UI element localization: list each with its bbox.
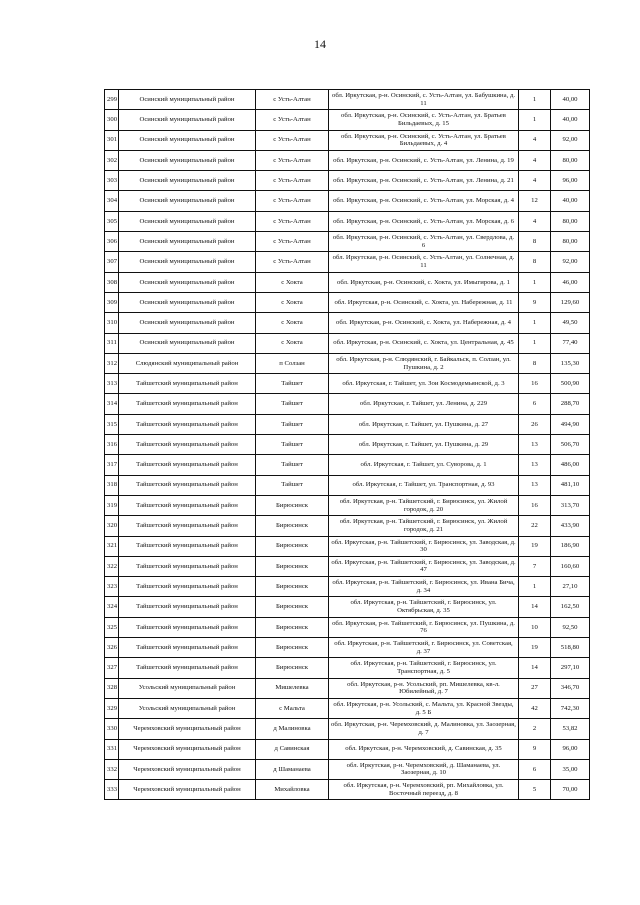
district-cell: Тайшетский муниципальный район — [119, 414, 256, 434]
district-cell: Тайшетский муниципальный район — [119, 577, 256, 597]
area-cell: 506,70 — [551, 435, 590, 455]
row-number: 330 — [105, 719, 119, 739]
address-cell: обл. Иркутская, р-н. Тайшетский, г. Бирюсинск, ул. Жилой городок, д. 21 — [329, 516, 519, 536]
count-cell: 9 — [519, 292, 551, 312]
district-cell: Осинский муниципальный район — [119, 191, 256, 211]
locality-cell: с Хокта — [256, 313, 329, 333]
address-cell: обл. Иркутская, г. Тайшет, ул. Суворова, д. 1 — [329, 455, 519, 475]
area-cell: 500,90 — [551, 374, 590, 394]
locality-cell: Тайшет — [256, 435, 329, 455]
count-cell: 19 — [519, 536, 551, 556]
table-row — [105, 211, 590, 231]
area-cell: 433,90 — [551, 516, 590, 536]
table-row — [105, 374, 590, 394]
row-number: 301 — [105, 130, 119, 150]
count-cell: 2 — [519, 719, 551, 739]
table-row — [105, 617, 590, 637]
locality-cell: Бирюсинск — [256, 577, 329, 597]
address-cell: обл. Иркутская, р-н. Тайшетский, г. Бирюсинск, ул. Октябрьская, д. 35 — [329, 597, 519, 617]
area-cell: 77,40 — [551, 333, 590, 353]
address-cell: обл. Иркутская, р-н. Осинский, с. Усть-Алтан, ул. Братьев Бильдаевых, д. 15 — [329, 110, 519, 130]
area-cell: 40,00 — [551, 90, 590, 110]
district-cell: Тайшетский муниципальный район — [119, 394, 256, 414]
district-cell: Осинский муниципальный район — [119, 130, 256, 150]
locality-cell: Тайшет — [256, 455, 329, 475]
count-cell: 9 — [519, 739, 551, 759]
count-cell: 14 — [519, 658, 551, 678]
row-number: 310 — [105, 313, 119, 333]
district-cell: Тайшетский муниципальный район — [119, 638, 256, 658]
locality-cell: Тайшет — [256, 475, 329, 495]
table-row — [105, 313, 590, 333]
district-cell: Черемховский муниципальный район — [119, 739, 256, 759]
area-cell: 92,50 — [551, 617, 590, 637]
area-cell: 288,70 — [551, 394, 590, 414]
district-cell: Усольский муниципальный район — [119, 678, 256, 698]
district-cell: Тайшетский муниципальный район — [119, 374, 256, 394]
district-cell: Тайшетский муниципальный район — [119, 617, 256, 637]
table-row — [105, 536, 590, 556]
district-cell: Осинский муниципальный район — [119, 272, 256, 292]
area-cell: 481,10 — [551, 475, 590, 495]
table-row — [105, 516, 590, 536]
count-cell: 8 — [519, 252, 551, 272]
row-number: 319 — [105, 495, 119, 515]
table-row — [105, 739, 590, 759]
count-cell: 22 — [519, 516, 551, 536]
area-cell: 96,00 — [551, 739, 590, 759]
row-number: 303 — [105, 171, 119, 191]
address-cell: обл. Иркутская, г. Тайшет, ул. Транспортная, д. 93 — [329, 475, 519, 495]
table-row — [105, 556, 590, 576]
count-cell: 4 — [519, 150, 551, 170]
table-row — [105, 191, 590, 211]
table-row — [105, 90, 590, 110]
table-row — [105, 171, 590, 191]
table-row — [105, 759, 590, 779]
area-cell: 494,90 — [551, 414, 590, 434]
count-cell: 8 — [519, 232, 551, 252]
table-row — [105, 333, 590, 353]
row-number: 315 — [105, 414, 119, 434]
locality-cell: с Мальта — [256, 698, 329, 718]
table-row — [105, 475, 590, 495]
area-cell: 486,00 — [551, 455, 590, 475]
table-row — [105, 597, 590, 617]
count-cell: 42 — [519, 698, 551, 718]
count-cell: 27 — [519, 678, 551, 698]
row-number: 304 — [105, 191, 119, 211]
table-row — [105, 252, 590, 272]
table-row — [105, 272, 590, 292]
area-cell: 297,10 — [551, 658, 590, 678]
area-cell: 346,70 — [551, 678, 590, 698]
locality-cell: Тайшет — [256, 394, 329, 414]
count-cell: 13 — [519, 435, 551, 455]
locality-cell: Бирюсинск — [256, 638, 329, 658]
row-number: 299 — [105, 90, 119, 110]
count-cell: 1 — [519, 110, 551, 130]
district-cell: Осинский муниципальный район — [119, 292, 256, 312]
address-cell: обл. Иркутская, р-н. Усольский, рп. Мишелевка, кв-л. Юбилейный, д. 7 — [329, 678, 519, 698]
count-cell: 1 — [519, 90, 551, 110]
row-number: 306 — [105, 232, 119, 252]
address-cell: обл. Иркутская, р-н. Осинский, с. Усть-Алтан, ул. Свердлова, д. 6 — [329, 232, 519, 252]
count-cell: 4 — [519, 130, 551, 150]
count-cell: 6 — [519, 394, 551, 414]
district-cell: Тайшетский муниципальный район — [119, 516, 256, 536]
row-number: 327 — [105, 658, 119, 678]
count-cell: 5 — [519, 780, 551, 800]
row-number: 321 — [105, 536, 119, 556]
page-number: 14 — [314, 37, 326, 51]
district-cell: Тайшетский муниципальный район — [119, 536, 256, 556]
locality-cell: Тайшет — [256, 414, 329, 434]
address-cell: обл. Иркутская, р-н. Осинский, с. Хокта, ул. Набережная, д. 4 — [329, 313, 519, 333]
count-cell: 1 — [519, 313, 551, 333]
locality-cell: с Усть-Алтан — [256, 191, 329, 211]
area-cell: 35,00 — [551, 759, 590, 779]
locality-cell: Бирюсинск — [256, 516, 329, 536]
row-number: 332 — [105, 759, 119, 779]
table-row — [105, 232, 590, 252]
area-cell: 162,50 — [551, 597, 590, 617]
row-number: 300 — [105, 110, 119, 130]
address-cell: обл. Иркутская, р-н. Осинский, с. Усть-Алтан, ул. Морская, д. 6 — [329, 211, 519, 231]
count-cell: 16 — [519, 495, 551, 515]
address-cell: обл. Иркутская, г. Тайшет, ул. Ленина, д. 229 — [329, 394, 519, 414]
table-row — [105, 495, 590, 515]
area-cell: 80,00 — [551, 232, 590, 252]
count-cell: 1 — [519, 333, 551, 353]
area-cell: 49,50 — [551, 313, 590, 333]
count-cell: 1 — [519, 272, 551, 292]
area-cell: 96,00 — [551, 171, 590, 191]
row-number: 333 — [105, 780, 119, 800]
row-number: 328 — [105, 678, 119, 698]
area-cell: 70,00 — [551, 780, 590, 800]
district-cell: Усольский муниципальный район — [119, 698, 256, 718]
district-cell: Тайшетский муниципальный район — [119, 455, 256, 475]
address-cell: обл. Иркутская, г. Тайшет, ул. Зои Космодемьянской, д. 3 — [329, 374, 519, 394]
district-cell: Осинский муниципальный район — [119, 333, 256, 353]
address-cell: обл. Иркутская, р-н. Осинский, с. Усть-Алтан, ул. Солнечная, д. 11 — [329, 252, 519, 272]
area-cell: 160,60 — [551, 556, 590, 576]
district-cell: Черемховский муниципальный район — [119, 719, 256, 739]
table-row — [105, 394, 590, 414]
locality-cell: с Усть-Алтан — [256, 211, 329, 231]
count-cell: 26 — [519, 414, 551, 434]
address-cell: обл. Иркутская, р-н. Осинский, с. Хокта, ул. Набережная, д. 11 — [329, 292, 519, 312]
district-cell: Тайшетский муниципальный район — [119, 597, 256, 617]
count-cell: 14 — [519, 597, 551, 617]
row-number: 316 — [105, 435, 119, 455]
row-number: 329 — [105, 698, 119, 718]
district-cell: Тайшетский муниципальный район — [119, 435, 256, 455]
table-row — [105, 577, 590, 597]
district-cell: Черемховский муниципальный район — [119, 780, 256, 800]
area-cell: 186,90 — [551, 536, 590, 556]
row-number: 314 — [105, 394, 119, 414]
address-cell: обл. Иркутская, р-н. Осинский, с. Хокта, ул. Центральная, д. 45 — [329, 333, 519, 353]
row-number: 331 — [105, 739, 119, 759]
district-cell: Осинский муниципальный район — [119, 150, 256, 170]
address-cell: обл. Иркутская, р-н. Осинский, с. Усть-Алтан, ул. Морская, д. 4 — [329, 191, 519, 211]
count-cell: 12 — [519, 191, 551, 211]
row-number: 308 — [105, 272, 119, 292]
table-row — [105, 638, 590, 658]
address-cell: обл. Иркутская, р-н. Черемховский, рп. Михайловка, ул. Восточный переезд, д. 8 — [329, 780, 519, 800]
locality-cell: с Хокта — [256, 292, 329, 312]
locality-cell: д Шаманаева — [256, 759, 329, 779]
count-cell: 13 — [519, 475, 551, 495]
area-cell: 92,00 — [551, 130, 590, 150]
row-number: 309 — [105, 292, 119, 312]
table-row — [105, 698, 590, 718]
address-cell: обл. Иркутская, р-н. Осинский, с. Усть-Алтан, ул. Ленина, д. 19 — [329, 150, 519, 170]
area-cell: 53,82 — [551, 719, 590, 739]
table-row — [105, 780, 590, 800]
area-cell: 80,00 — [551, 211, 590, 231]
address-cell: обл. Иркутская, р-н. Тайшетский, г. Бирюсинск, ул. Заводская, д. 30 — [329, 536, 519, 556]
locality-cell: с Усть-Алтан — [256, 232, 329, 252]
row-number: 305 — [105, 211, 119, 231]
locality-cell: п Солзан — [256, 353, 329, 373]
area-cell: 27,10 — [551, 577, 590, 597]
district-cell: Слюдянский муниципальный район — [119, 353, 256, 373]
row-number: 317 — [105, 455, 119, 475]
row-number: 312 — [105, 353, 119, 373]
area-cell: 46,00 — [551, 272, 590, 292]
address-cell: обл. Иркутская, г. Тайшет, ул. Пушкина, д. 27 — [329, 414, 519, 434]
table-row — [105, 353, 590, 373]
table-row — [105, 110, 590, 130]
table-row — [105, 414, 590, 434]
locality-cell: д Малиновка — [256, 719, 329, 739]
locality-cell: Бирюсинск — [256, 495, 329, 515]
locality-cell: Бирюсинск — [256, 556, 329, 576]
address-cell: обл. Иркутская, р-н. Тайшетский, г. Бирюсинск, ул. Жилой городок, д. 20 — [329, 495, 519, 515]
district-cell: Осинский муниципальный район — [119, 232, 256, 252]
district-cell: Тайшетский муниципальный район — [119, 658, 256, 678]
address-cell: обл. Иркутская, р-н. Осинский, с. Усть-Алтан, ул. Бабушкина, д. 11 — [329, 90, 519, 110]
district-cell: Осинский муниципальный район — [119, 313, 256, 333]
district-cell: Тайшетский муниципальный район — [119, 495, 256, 515]
district-cell: Тайшетский муниципальный район — [119, 475, 256, 495]
area-cell: 135,30 — [551, 353, 590, 373]
address-cell: обл. Иркутская, г. Тайшет, ул. Пушкина, д. 29 — [329, 435, 519, 455]
address-cell: обл. Иркутская, р-н. Осинский, с. Хокта, ул. Имыгирова, д. 1 — [329, 272, 519, 292]
locality-cell: Бирюсинск — [256, 658, 329, 678]
address-cell: обл. Иркутская, р-н. Тайшетский, г. Бирюсинск, ул. Ивана Бича, д. 34 — [329, 577, 519, 597]
locality-cell: д Савинская — [256, 739, 329, 759]
housing-registry-table — [104, 89, 590, 800]
address-cell: обл. Иркутская, р-н. Осинский, с. Усть-Алтан, ул. Ленина, д. 21 — [329, 171, 519, 191]
address-cell: обл. Иркутская, р-н. Черемховский, д. Савинская, д. 35 — [329, 739, 519, 759]
row-number: 326 — [105, 638, 119, 658]
address-cell: обл. Иркутская, р-н. Тайшетский, г. Бирюсинск, ул. Советская, д. 37 — [329, 638, 519, 658]
table-row — [105, 130, 590, 150]
address-cell: обл. Иркутская, р-н. Тайшетский, г. Бирюсинск, ул. Транспортная, д. 5 — [329, 658, 519, 678]
count-cell: 16 — [519, 374, 551, 394]
locality-cell: с Усть-Алтан — [256, 150, 329, 170]
locality-cell: Тайшет — [256, 374, 329, 394]
count-cell: 7 — [519, 556, 551, 576]
area-cell: 742,30 — [551, 698, 590, 718]
area-cell: 518,80 — [551, 638, 590, 658]
address-cell: обл. Иркутская, р-н. Черемховский, д. Малиновка, ул. Заозерная, д. 7 — [329, 719, 519, 739]
address-cell: обл. Иркутская, р-н. Черемховский, д. Шаманаева, ул. Заозерная, д. 10 — [329, 759, 519, 779]
row-number: 311 — [105, 333, 119, 353]
locality-cell: Бирюсинск — [256, 536, 329, 556]
row-number: 322 — [105, 556, 119, 576]
area-cell: 313,70 — [551, 495, 590, 515]
locality-cell: Бирюсинск — [256, 597, 329, 617]
district-cell: Осинский муниципальный район — [119, 90, 256, 110]
row-number: 307 — [105, 252, 119, 272]
address-cell: обл. Иркутская, р-н. Осинский, с. Усть-Алтан, ул. Братьев Бильдаевых, д. 4 — [329, 130, 519, 150]
row-number: 320 — [105, 516, 119, 536]
count-cell: 1 — [519, 577, 551, 597]
row-number: 313 — [105, 374, 119, 394]
district-cell: Черемховский муниципальный район — [119, 759, 256, 779]
count-cell: 8 — [519, 353, 551, 373]
area-cell: 40,00 — [551, 110, 590, 130]
locality-cell: Бирюсинск — [256, 617, 329, 637]
locality-cell: Мишелевка — [256, 678, 329, 698]
area-cell: 80,00 — [551, 150, 590, 170]
table-row — [105, 455, 590, 475]
row-number: 302 — [105, 150, 119, 170]
district-cell: Тайшетский муниципальный район — [119, 556, 256, 576]
locality-cell: с Хокта — [256, 272, 329, 292]
count-cell: 10 — [519, 617, 551, 637]
table-row — [105, 150, 590, 170]
address-cell: обл. Иркутская, р-н. Тайшетский, г. Бирюсинск, ул. Пушкина, д. 76 — [329, 617, 519, 637]
locality-cell: с Усть-Алтан — [256, 252, 329, 272]
count-cell: 19 — [519, 638, 551, 658]
table-row — [105, 678, 590, 698]
district-cell: Осинский муниципальный район — [119, 211, 256, 231]
address-cell: обл. Иркутская, р-н. Усольский, с. Мальта, ул. Красной Звезды, д. 5 Б — [329, 698, 519, 718]
table-body — [105, 90, 590, 800]
row-number: 318 — [105, 475, 119, 495]
locality-cell: с Усть-Алтан — [256, 171, 329, 191]
row-number: 323 — [105, 577, 119, 597]
row-number: 325 — [105, 617, 119, 637]
area-cell: 92,00 — [551, 252, 590, 272]
table-row — [105, 719, 590, 739]
district-cell: Осинский муниципальный район — [119, 110, 256, 130]
locality-cell: с Хокта — [256, 333, 329, 353]
address-cell: обл. Иркутская, р-н. Тайшетский, г. Бирюсинск, ул. Заводская, д. 47 — [329, 556, 519, 576]
locality-cell: с Усть-Алтан — [256, 90, 329, 110]
count-cell: 13 — [519, 455, 551, 475]
table-row — [105, 292, 590, 312]
address-cell: обл. Иркутская, р-н. Слюдянский, г. Байкальск, п. Солзан, ул. Пушкина, д. 2 — [329, 353, 519, 373]
table-row — [105, 658, 590, 678]
count-cell: 4 — [519, 211, 551, 231]
area-cell: 129,60 — [551, 292, 590, 312]
row-number: 324 — [105, 597, 119, 617]
area-cell: 40,00 — [551, 191, 590, 211]
district-cell: Осинский муниципальный район — [119, 252, 256, 272]
count-cell: 6 — [519, 759, 551, 779]
count-cell: 4 — [519, 171, 551, 191]
locality-cell: Михайловка — [256, 780, 329, 800]
table-row — [105, 435, 590, 455]
locality-cell: с Усть-Алтан — [256, 110, 329, 130]
district-cell: Осинский муниципальный район — [119, 171, 256, 191]
locality-cell: с Усть-Алтан — [256, 130, 329, 150]
